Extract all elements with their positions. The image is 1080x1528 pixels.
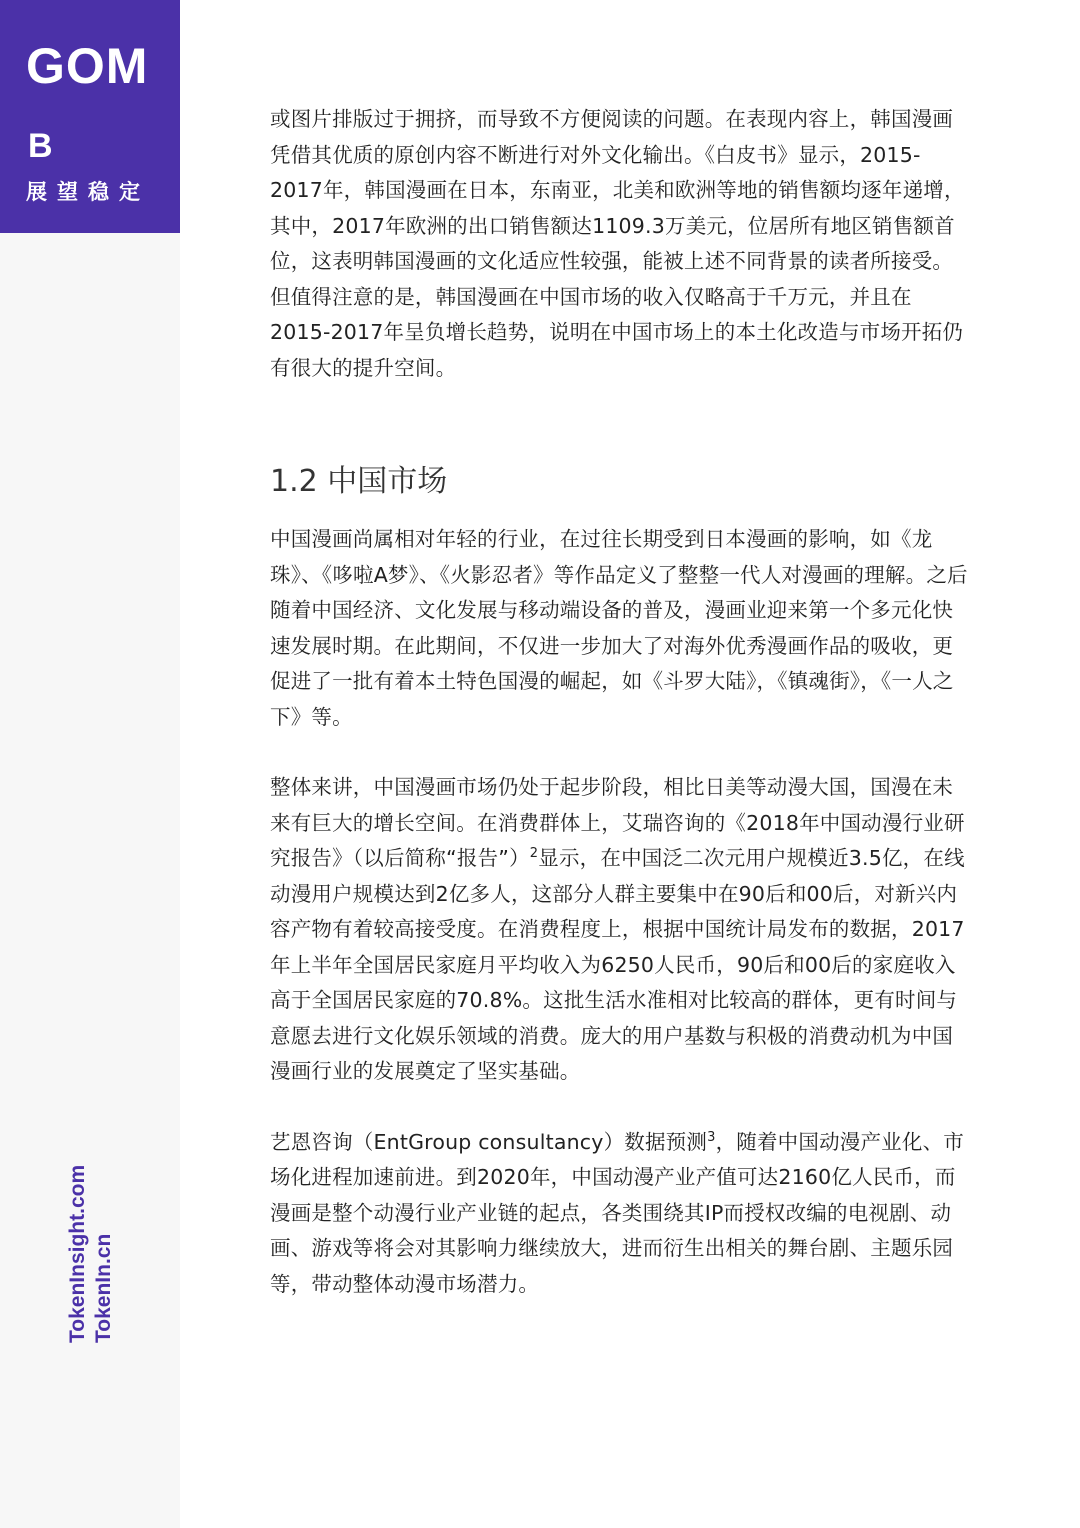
brand-tagline: 展望稳定 [26, 180, 150, 204]
sidebar [0, 0, 180, 1528]
side-link-tokenin[interactable]: TokenIn.cn [92, 1233, 115, 1343]
side-links [54, 1155, 126, 1345]
paragraph-forecast [270, 1125, 970, 1303]
brand-sub: B [28, 127, 53, 165]
brand-box [0, 0, 180, 233]
paragraph-text: ，随着中国动漫产业化、市场化进程加速前进。到2020年，中国动漫产业产值可达2160亿人民币，而漫画是整个动漫行业产业链的起点，各类围绕其IP而授权改编的电视剧、动画、游戏等将会对其影响力继续放大，进而衍生出相关的舞台剧、主题乐园等，带动整体动漫市场潜力。 [270, 1129, 964, 1296]
paragraph-text: 显示，在中国泛二次元用户规模近3.5亿，在线动漫用户规模达到2亿多人，这部分人群主要集中在90后和00后，对新兴内容产物有着较高接受度。在消费程度上，根据中国统计局发布的数据，2017年上半年全国居民家庭月平均收入为6250人民币，90后和00后的家庭收入高于全国居民家庭的70.8%。这批生活水准相对比较高的群体，更有时间与意愿去进行文化娱乐领域的消费。庞大的用户基数与积极的消费动机为中国漫画行业的发展奠定了坚实基础。 [270, 846, 965, 1083]
side-link-tokeninsight[interactable]: TokenInsight.com [66, 1164, 89, 1343]
section-title: 1.2 中国市场 [270, 464, 448, 499]
footnote-ref-3[interactable]: 3 [707, 1129, 716, 1145]
main-content [270, 102, 970, 1302]
brand-title: GOM [26, 38, 149, 94]
paragraph-china-market [270, 770, 970, 1090]
paragraph-china-intro: 中国漫画尚属相对年轻的行业，在过往长期受到日本漫画的影响，如《龙珠》、《哆啦A梦》、《火影忍者》等作品定义了整整一代人对漫画的理解。之后随着中国经济、文化发展与移动端设备的普及，漫画业迎来第一个多元化快速发展时期。在此期间，不仅进一步加大了对海外优秀漫画作品的吸收，更促进了一批有着本土特色国漫的崛起，如《斗罗大陆》，《镇魂街》，《一人之下》等。 [270, 527, 968, 729]
footnote-ref-2[interactable]: 2 [529, 846, 539, 862]
paragraph-text: 艺恩咨询（EntGroup consultancy）数据预测 [270, 1129, 708, 1154]
paragraph-text: 整体来讲，中国漫画市场仍处于起步阶段，相比日美等动漫大国，国漫在未来有巨大的增长空间。在消费群体上，艾瑞咨询的《2018年中国动漫行业研究报告》（以后简称“报告”） [270, 775, 965, 870]
paragraph-korea-market: 或图片排版过于拥挤，而导致不方便阅读的问题。在表现内容上，韩国漫画凭借其优质的原创内容不断进行对外文化输出。《白皮书》显示，2015-2017年，韩国漫画在日本，东南亚，北美和欧洲等地的销售额均逐年递增，其中，2017年欧洲的出口销售额达1109.3万美元，位居所有地区销售额首位，这表明韩国漫画的文化适应性较强，能被上述不同背景的读者所接受。 但值得注意的是，韩国漫画在中国市场的收入仅略高于千万元，并且在2015-2017年呈负增长趋势，说明在中国市场上的本土化改造与市场开拓仍有很大的提升空间。 [270, 107, 965, 380]
